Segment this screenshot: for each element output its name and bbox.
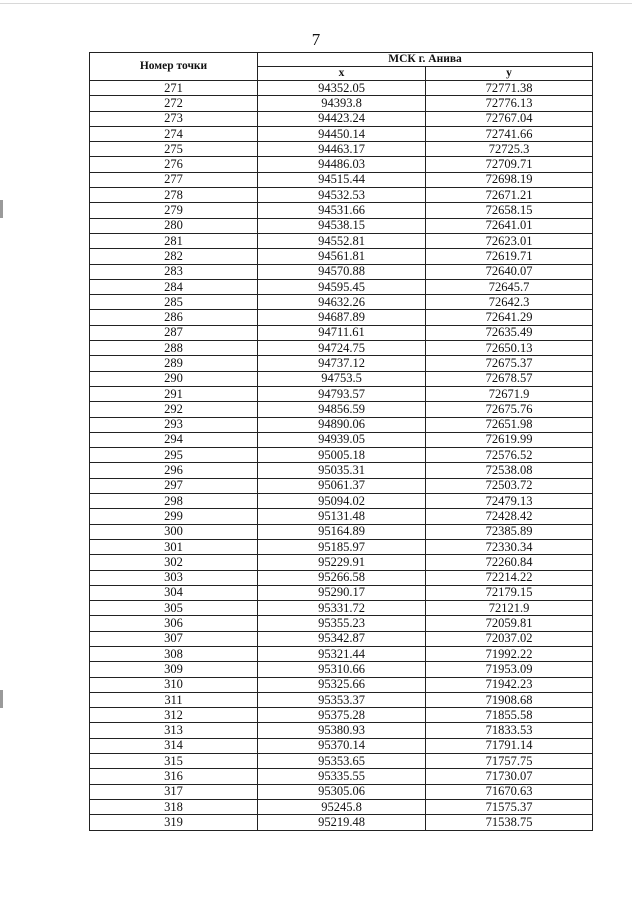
x-cell: 95325.66 [258, 677, 426, 692]
y-cell: 72330.34 [426, 539, 593, 554]
table-row [90, 432, 593, 447]
y-cell: 71730.07 [426, 769, 593, 784]
coordinates-table [89, 52, 593, 831]
x-cell: 95310.66 [258, 662, 426, 677]
table-row [90, 723, 593, 738]
y-cell: 71833.53 [426, 723, 593, 738]
point-number-cell: 295 [90, 448, 258, 463]
y-cell: 72671.9 [426, 386, 593, 401]
y-cell: 71953.09 [426, 662, 593, 677]
x-cell: 94561.81 [258, 249, 426, 264]
x-cell: 95370.14 [258, 738, 426, 753]
header-y: y [426, 67, 593, 81]
y-cell: 72641.01 [426, 218, 593, 233]
table-row [90, 96, 593, 111]
point-number-cell: 298 [90, 494, 258, 509]
y-cell: 72675.76 [426, 402, 593, 417]
x-cell: 95353.37 [258, 692, 426, 707]
table-row [90, 188, 593, 203]
point-number-cell: 299 [90, 509, 258, 524]
point-number-cell: 309 [90, 662, 258, 677]
y-cell: 72776.13 [426, 96, 593, 111]
table-row [90, 555, 593, 570]
y-cell: 72658.15 [426, 203, 593, 218]
x-cell: 94531.66 [258, 203, 426, 218]
x-cell: 95342.87 [258, 631, 426, 646]
y-cell: 72576.52 [426, 448, 593, 463]
table-row [90, 448, 593, 463]
point-number-cell: 272 [90, 96, 258, 111]
table-row [90, 356, 593, 371]
y-cell: 72479.13 [426, 494, 593, 509]
table-row [90, 815, 593, 830]
table-row [90, 233, 593, 248]
point-number-cell: 283 [90, 264, 258, 279]
table-row [90, 524, 593, 539]
x-cell: 94538.15 [258, 218, 426, 233]
x-cell: 94570.88 [258, 264, 426, 279]
point-number-cell: 292 [90, 402, 258, 417]
y-cell: 72619.99 [426, 432, 593, 447]
x-cell: 95355.23 [258, 616, 426, 631]
point-number-cell: 305 [90, 601, 258, 616]
point-number-cell: 300 [90, 524, 258, 539]
point-number-cell: 297 [90, 478, 258, 493]
y-cell: 72650.13 [426, 341, 593, 356]
page-number: 7 [311, 30, 321, 49]
table-row [90, 203, 593, 218]
x-cell: 95290.17 [258, 585, 426, 600]
table-row [90, 677, 593, 692]
table-row [90, 754, 593, 769]
x-cell: 95305.06 [258, 784, 426, 799]
y-cell: 72428.42 [426, 509, 593, 524]
x-cell: 94793.57 [258, 386, 426, 401]
table-row [90, 218, 593, 233]
x-cell: 94711.61 [258, 325, 426, 340]
binding-mark [0, 200, 3, 218]
point-number-cell: 278 [90, 188, 258, 203]
y-cell: 71575.37 [426, 799, 593, 814]
x-cell: 94515.44 [258, 172, 426, 187]
y-cell: 72059.81 [426, 616, 593, 631]
x-cell: 95335.55 [258, 769, 426, 784]
table-row [90, 371, 593, 386]
table-row [90, 570, 593, 585]
point-number-cell: 308 [90, 646, 258, 661]
point-number-cell: 280 [90, 218, 258, 233]
point-number-cell: 293 [90, 417, 258, 432]
table-row [90, 157, 593, 172]
x-cell: 94724.75 [258, 341, 426, 356]
table-row [90, 478, 593, 493]
point-number-cell: 319 [90, 815, 258, 830]
x-cell: 94352.05 [258, 81, 426, 96]
table-row [90, 769, 593, 784]
point-number-cell: 286 [90, 310, 258, 325]
x-cell: 95005.18 [258, 448, 426, 463]
point-number-cell: 273 [90, 111, 258, 126]
point-number-cell: 318 [90, 799, 258, 814]
y-cell: 72503.72 [426, 478, 593, 493]
x-cell: 94687.89 [258, 310, 426, 325]
header-coordinate-system: МСК г. Анива [258, 53, 593, 67]
binding-mark [0, 690, 3, 708]
y-cell: 72619.71 [426, 249, 593, 264]
y-cell: 72651.98 [426, 417, 593, 432]
table-row [90, 692, 593, 707]
table-row [90, 631, 593, 646]
table-row [90, 585, 593, 600]
x-cell: 94450.14 [258, 126, 426, 141]
table-row [90, 494, 593, 509]
point-number-cell: 312 [90, 708, 258, 723]
point-number-cell: 275 [90, 142, 258, 157]
y-cell: 72037.02 [426, 631, 593, 646]
table-row [90, 509, 593, 524]
y-cell: 72645.7 [426, 279, 593, 294]
point-number-cell: 284 [90, 279, 258, 294]
table-row [90, 539, 593, 554]
y-cell: 72675.37 [426, 356, 593, 371]
table-row [90, 646, 593, 661]
y-cell: 72771.38 [426, 81, 593, 96]
point-number-cell: 285 [90, 295, 258, 310]
table-body [90, 81, 593, 831]
x-cell: 95131.48 [258, 509, 426, 524]
table-row [90, 126, 593, 141]
point-number-cell: 307 [90, 631, 258, 646]
point-number-cell: 274 [90, 126, 258, 141]
x-cell: 95266.58 [258, 570, 426, 585]
x-cell: 95380.93 [258, 723, 426, 738]
x-cell: 95185.97 [258, 539, 426, 554]
table-row [90, 402, 593, 417]
point-number-cell: 281 [90, 233, 258, 248]
y-cell: 71670.63 [426, 784, 593, 799]
y-cell: 72709.71 [426, 157, 593, 172]
point-number-cell: 282 [90, 249, 258, 264]
header-x: x [258, 67, 426, 81]
point-number-cell: 291 [90, 386, 258, 401]
y-cell: 72623.01 [426, 233, 593, 248]
y-cell: 72671.21 [426, 188, 593, 203]
y-cell: 72725.3 [426, 142, 593, 157]
y-cell: 72698.19 [426, 172, 593, 187]
table-row [90, 708, 593, 723]
table-row [90, 601, 593, 616]
point-number-cell: 289 [90, 356, 258, 371]
table-row [90, 784, 593, 799]
point-number-cell: 294 [90, 432, 258, 447]
point-number-cell: 277 [90, 172, 258, 187]
x-cell: 95353.65 [258, 754, 426, 769]
table-row [90, 325, 593, 340]
x-cell: 95094.02 [258, 494, 426, 509]
point-number-cell: 271 [90, 81, 258, 96]
table-row [90, 142, 593, 157]
table-row [90, 111, 593, 126]
table-row [90, 172, 593, 187]
y-cell: 71992.22 [426, 646, 593, 661]
point-number-cell: 290 [90, 371, 258, 386]
x-cell: 94423.24 [258, 111, 426, 126]
y-cell: 72641.29 [426, 310, 593, 325]
x-cell: 94939.05 [258, 432, 426, 447]
table-row [90, 616, 593, 631]
x-cell: 95245.8 [258, 799, 426, 814]
x-cell: 95219.48 [258, 815, 426, 830]
point-number-cell: 311 [90, 692, 258, 707]
page-top-edge [0, 0, 632, 4]
y-cell: 72635.49 [426, 325, 593, 340]
point-number-cell: 303 [90, 570, 258, 585]
y-cell: 72179.15 [426, 585, 593, 600]
x-cell: 95321.44 [258, 646, 426, 661]
x-cell: 94856.59 [258, 402, 426, 417]
x-cell: 94632.26 [258, 295, 426, 310]
table-row [90, 310, 593, 325]
table-row [90, 463, 593, 478]
y-cell: 72678.57 [426, 371, 593, 386]
x-cell: 94532.53 [258, 188, 426, 203]
point-number-cell: 313 [90, 723, 258, 738]
point-number-cell: 296 [90, 463, 258, 478]
point-number-cell: 310 [90, 677, 258, 692]
point-number-cell: 302 [90, 555, 258, 570]
table-row [90, 799, 593, 814]
y-cell: 72385.89 [426, 524, 593, 539]
y-cell: 71942.23 [426, 677, 593, 692]
table-row [90, 662, 593, 677]
table-row [90, 738, 593, 753]
x-cell: 95035.31 [258, 463, 426, 478]
y-cell: 71757.75 [426, 754, 593, 769]
y-cell: 72741.66 [426, 126, 593, 141]
point-number-cell: 315 [90, 754, 258, 769]
x-cell: 94890.06 [258, 417, 426, 432]
y-cell: 72640.07 [426, 264, 593, 279]
x-cell: 94393.8 [258, 96, 426, 111]
y-cell: 71538.75 [426, 815, 593, 830]
x-cell: 95331.72 [258, 601, 426, 616]
y-cell: 72260.84 [426, 555, 593, 570]
x-cell: 94552.81 [258, 233, 426, 248]
y-cell: 72767.04 [426, 111, 593, 126]
table-row [90, 249, 593, 264]
point-number-cell: 316 [90, 769, 258, 784]
table-row [90, 341, 593, 356]
point-number-cell: 306 [90, 616, 258, 631]
x-cell: 94753.5 [258, 371, 426, 386]
table-row [90, 81, 593, 96]
x-cell: 95164.89 [258, 524, 426, 539]
x-cell: 94463.17 [258, 142, 426, 157]
y-cell: 71855.58 [426, 708, 593, 723]
table-row [90, 417, 593, 432]
y-cell: 72538.08 [426, 463, 593, 478]
table-row [90, 264, 593, 279]
table-row [90, 279, 593, 294]
table-row [90, 295, 593, 310]
y-cell: 72214.22 [426, 570, 593, 585]
x-cell: 94737.12 [258, 356, 426, 371]
y-cell: 71908.68 [426, 692, 593, 707]
x-cell: 94595.45 [258, 279, 426, 294]
x-cell: 95061.37 [258, 478, 426, 493]
y-cell: 71791.14 [426, 738, 593, 753]
point-number-cell: 287 [90, 325, 258, 340]
point-number-cell: 314 [90, 738, 258, 753]
point-number-cell: 279 [90, 203, 258, 218]
table-row [90, 386, 593, 401]
header-point-number: Номер точки [90, 53, 258, 81]
point-number-cell: 301 [90, 539, 258, 554]
point-number-cell: 276 [90, 157, 258, 172]
x-cell: 95375.28 [258, 708, 426, 723]
y-cell: 72642.3 [426, 295, 593, 310]
y-cell: 72121.9 [426, 601, 593, 616]
point-number-cell: 317 [90, 784, 258, 799]
x-cell: 95229.91 [258, 555, 426, 570]
point-number-cell: 288 [90, 341, 258, 356]
x-cell: 94486.03 [258, 157, 426, 172]
point-number-cell: 304 [90, 585, 258, 600]
